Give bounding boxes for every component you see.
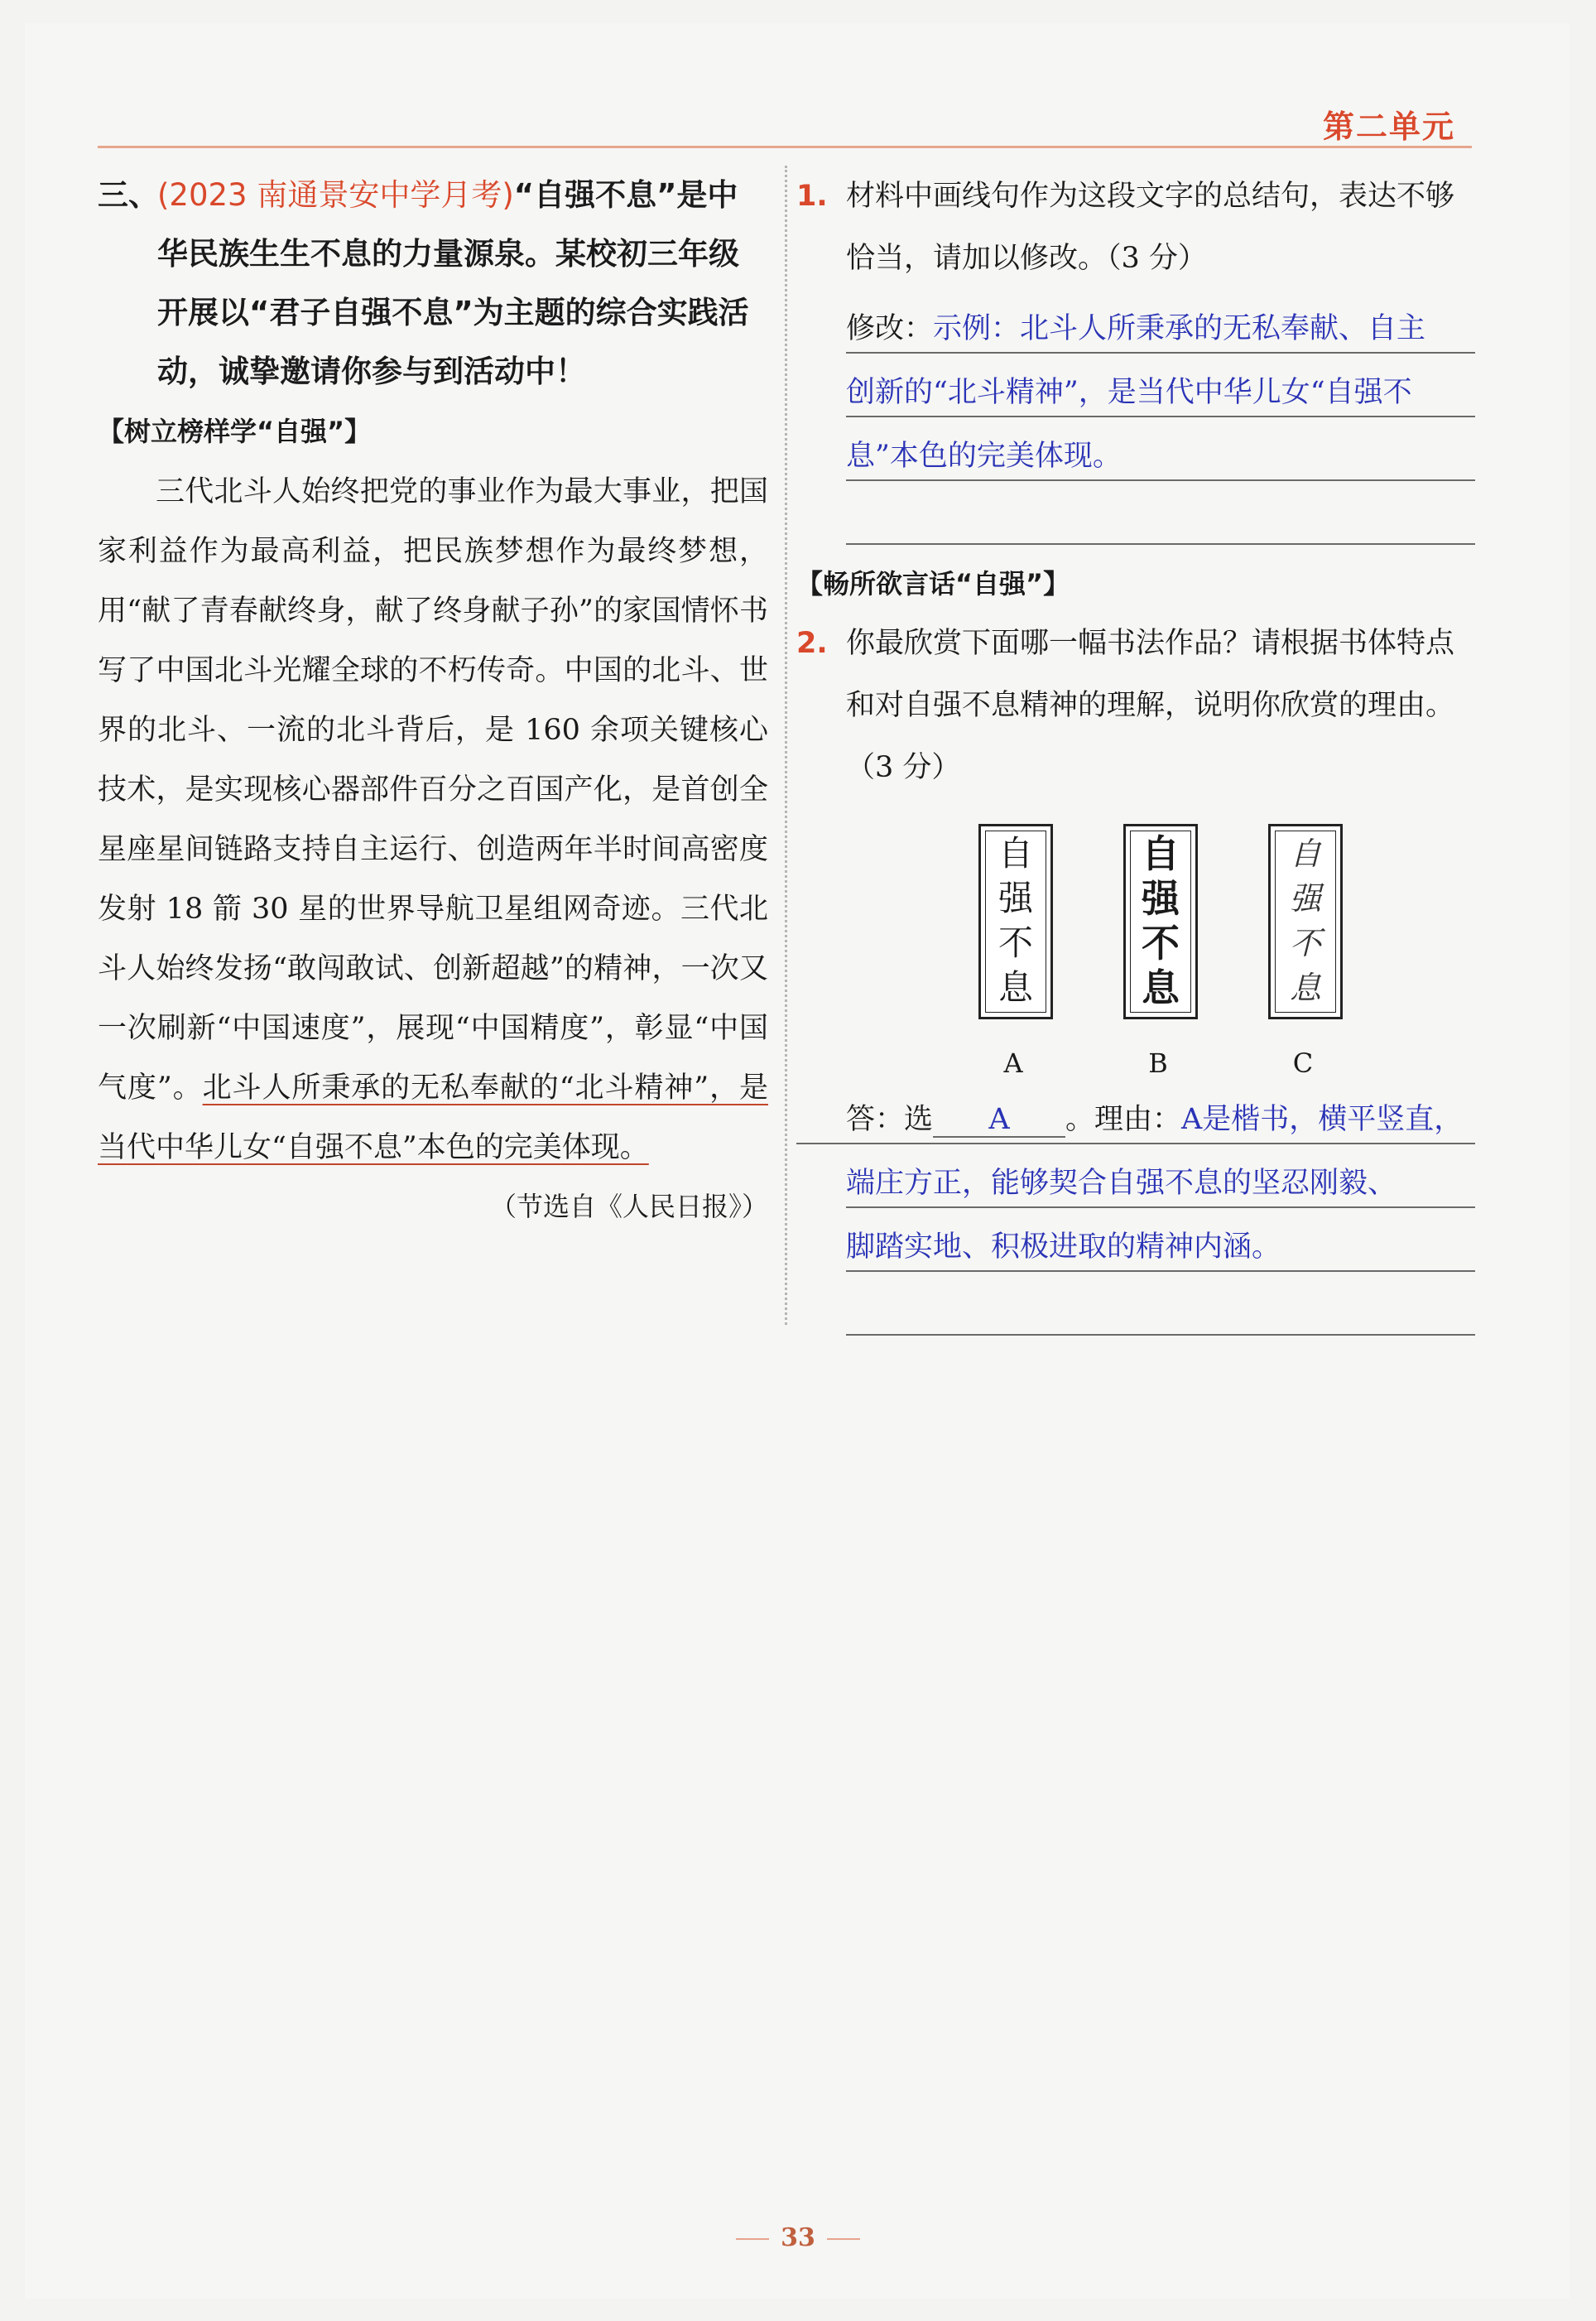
answer-line-4[interactable] bbox=[846, 481, 1475, 545]
calligraphy-options bbox=[846, 799, 1475, 1079]
question-1-text: 材料中画线句作为这段文字的总结句，表达不够恰当，请加以修改。（3 分） bbox=[846, 180, 1455, 275]
reason-answer-3: 脚踏实地、积极进取的精神内涵。 bbox=[846, 1230, 1281, 1264]
answer-line-2[interactable] bbox=[846, 354, 1475, 417]
revision-answer-2: 创新的“北斗精神”，是当代中华儿女“自强不 bbox=[846, 376, 1412, 409]
reading-passage bbox=[98, 462, 768, 1177]
question-2-text: 你最欣赏下面哪一幅书法作品？请根据书体特点和对自强不息精神的理解，说明你欣赏的理由。（3 分） bbox=[846, 627, 1455, 784]
page-number-dash bbox=[736, 2238, 769, 2240]
question-2 bbox=[796, 613, 1475, 799]
calligraphy-char: 强 bbox=[1289, 880, 1321, 917]
calligraphy-char: 自 bbox=[997, 833, 1033, 874]
reason-line-3[interactable] bbox=[846, 1208, 1475, 1272]
section-title-speak-freely: 【畅所欲言话“自强”】 bbox=[796, 568, 1070, 600]
reason-line-2[interactable] bbox=[846, 1144, 1475, 1208]
revision-label: 修改： bbox=[846, 312, 934, 345]
unit-label: 第二单元 bbox=[1322, 108, 1455, 145]
calligraphy-label-b: B bbox=[1148, 1047, 1168, 1079]
revision-answer-1: 示例：北斗人所秉承的无私奉献、自主 bbox=[933, 312, 1426, 345]
passage-text: 三代北斗人始终把党的事业作为最大事业，把国家利益作为最高利益，把民族梦想作为最终梦想，用“献了青春献终身，献了终身献子孙”的家国情怀书写了中国北斗光耀全球的不朽传奇。中国的北斗、世界的北斗、一流的北斗背后，是 160 余项关键核心技术，是实现核心器部件百分之百国产化，是首创全星座星间链路支持自主运行、创造两年半时间高密度发射 18 箭 30 星的世界导航卫星组网奇迹。三代北斗人始终发扬“敢闯敢试、创新超越”的精神，一次又一次刷新“中国速度”，展现“中国精度”，彰显“中国气度”。 bbox=[98, 475, 768, 1105]
calligraphy-char: 息 bbox=[1142, 965, 1180, 1010]
question-1-number: 1. bbox=[796, 180, 828, 213]
calligraphy-image-c bbox=[1268, 824, 1343, 1019]
header-rule bbox=[98, 146, 1472, 148]
page-number-text: 33 bbox=[781, 2223, 815, 2252]
right-column bbox=[796, 166, 1475, 1336]
calligraphy-label-a: A bbox=[1003, 1047, 1023, 1079]
calligraphy-char: 不 bbox=[1289, 925, 1321, 961]
calligraphy-char: 自 bbox=[1289, 835, 1321, 872]
question-source: (2023 南通景安中学月考) bbox=[157, 177, 514, 213]
answer-line-1[interactable] bbox=[846, 290, 1475, 354]
reason-line-4[interactable] bbox=[846, 1272, 1475, 1336]
choice-blank[interactable]: A bbox=[933, 1103, 1065, 1138]
left-column bbox=[98, 166, 768, 1224]
passage-credit: （节选自《人民日报》） bbox=[489, 1191, 768, 1222]
answer-line-3[interactable] bbox=[846, 417, 1475, 481]
revision-answer-3: 息”本色的完美体现。 bbox=[846, 440, 1122, 473]
calligraphy-char: 不 bbox=[1142, 921, 1180, 965]
reason-label: 。理由： bbox=[1065, 1103, 1182, 1136]
calligraphy-char: 自 bbox=[1142, 831, 1180, 876]
column-divider bbox=[785, 166, 787, 1325]
section-title-role-model: 【树立榜样学“自强”】 bbox=[98, 416, 372, 447]
calligraphy-char: 不 bbox=[997, 922, 1033, 963]
page-number bbox=[0, 2223, 1596, 2252]
reason-answer-1: A是楷书，横平竖直， bbox=[1181, 1103, 1464, 1136]
calligraphy-char: 强 bbox=[997, 878, 1033, 918]
calligraphy-image-b bbox=[1123, 824, 1198, 1019]
page-number-dash bbox=[827, 2238, 860, 2240]
reason-answer-2: 端庄方正，能够契合自强不息的坚忍刚毅、 bbox=[846, 1167, 1397, 1200]
question-number: 三、 bbox=[98, 177, 159, 213]
question-intro-text: “自强不息”是中华民族生生不息的力量源泉。某校初三年级开展以“君子自强不息”为主题的综合实践活动，诚挚邀请你参与到活动中！ bbox=[157, 177, 749, 389]
calligraphy-image-a bbox=[978, 824, 1053, 1019]
choice-answer-line bbox=[796, 1081, 1475, 1144]
calligraphy-char: 息 bbox=[1289, 970, 1321, 1006]
question-1 bbox=[796, 166, 1475, 290]
passage-underlined-sentence: 北斗人所秉承的无私奉献的“北斗精神”，是当代中华儿女“自强不息”本色的完美体现。 bbox=[98, 1071, 768, 1164]
question-2-number: 2. bbox=[796, 627, 828, 660]
calligraphy-label-c: C bbox=[1292, 1047, 1314, 1079]
calligraphy-char: 息 bbox=[997, 967, 1033, 1008]
calligraphy-char: 强 bbox=[1142, 876, 1180, 921]
question-intro bbox=[98, 166, 768, 401]
answer-prefix: 答：选 bbox=[846, 1103, 934, 1136]
